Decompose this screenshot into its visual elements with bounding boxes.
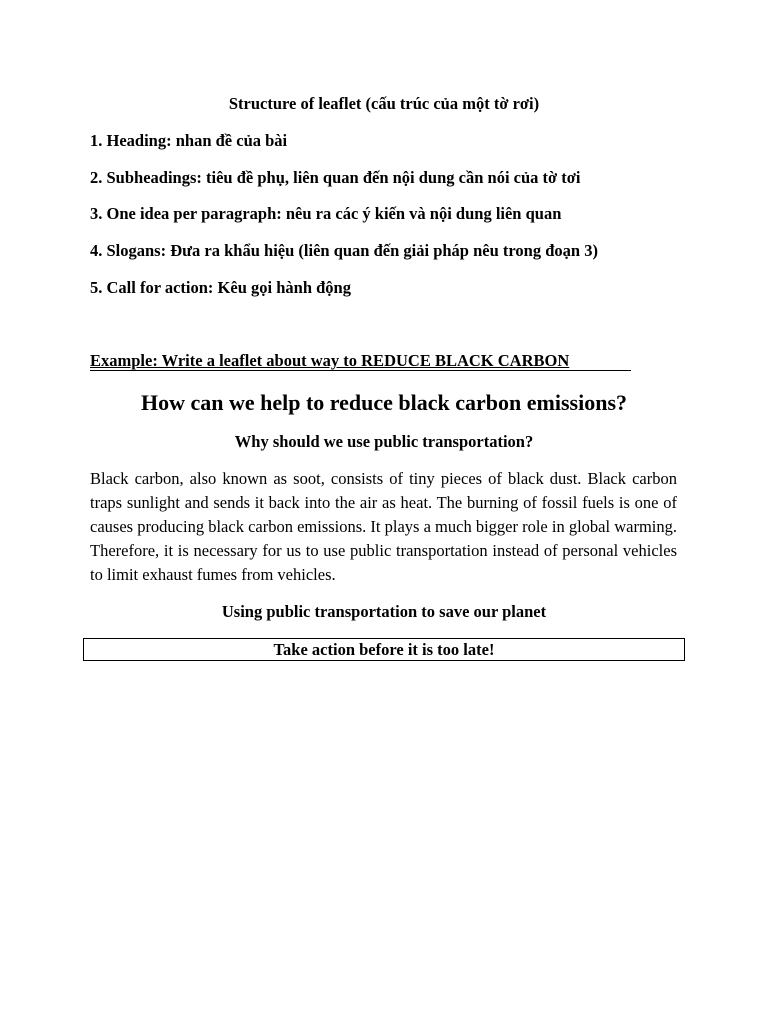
leaflet-slogan: Using public transportation to save our planet <box>221 602 547 621</box>
leaflet-subheading: Why should we use public transportation? <box>234 432 534 451</box>
structure-title: Structure of leaflet (cấu trúc của một tờ rơi) <box>228 94 540 113</box>
structure-item-subheadings: 2. Subheadings: tiêu đề phụ, liên quan đến nội dung cần nói của tờ tơi <box>90 168 581 187</box>
structure-item-heading: 1. Heading: nhan đề của bài <box>90 131 288 150</box>
structure-item-slogans: 4. Slogans: Đưa ra khẩu hiệu (liên quan đến giải pháp nêu trong đoạn 3) <box>90 241 598 260</box>
leaflet-heading: How can we help to reduce black carbon emissions? <box>140 390 628 415</box>
call-to-action-box: Take action before it is too late! <box>83 638 685 661</box>
leaflet-paragraph: Black carbon, also known as soot, consists of tiny pieces of black dust. Black carbon traps sunlight and sends it back into the air as heat. The burning of fossil fuels is one of causes producing black carbon emissions. It plays a much bigger role in global warming. Therefore, it is necessary for us to use public transportation instead of personal vehicles to limit exhaust fumes from vehicles. <box>90 469 677 584</box>
structure-item-call-for-action: 5. Call for action: Kêu gọi hành động <box>90 278 351 297</box>
structure-item-paragraph: 3. One idea per paragraph: nêu ra các ý kiến và nội dung liên quan <box>90 204 562 223</box>
example-label: Example: Write a leaflet about way to REDUCE BLACK CARBON <box>90 351 631 371</box>
